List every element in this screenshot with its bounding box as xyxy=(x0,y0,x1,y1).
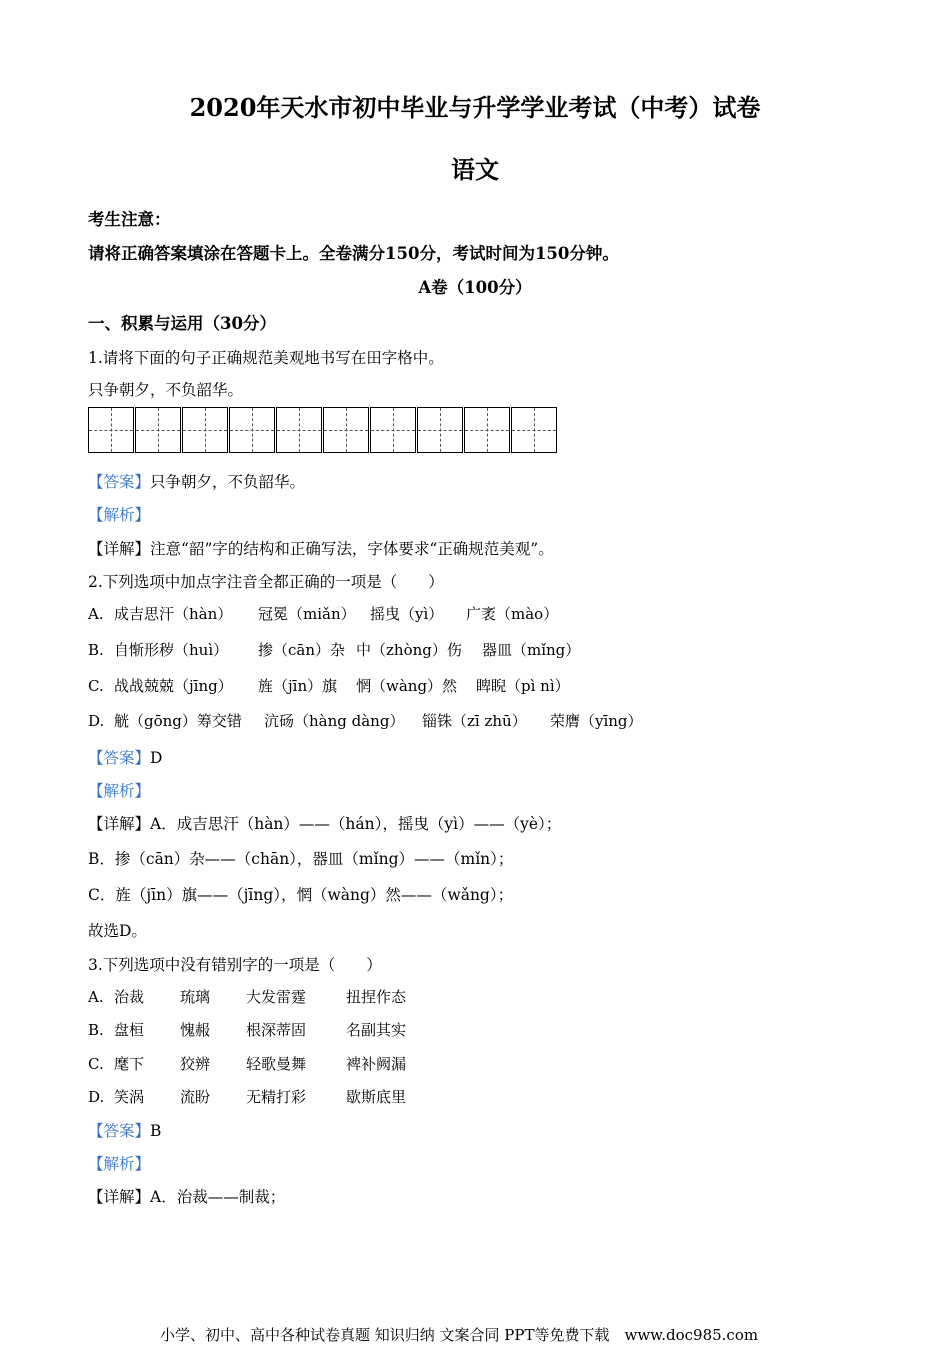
option-item: 愧赧 xyxy=(180,1021,211,1039)
option-item: 睥睨（pì nì） xyxy=(476,677,570,695)
answer-tag: 【答案】 xyxy=(88,473,151,491)
option-letter: D. xyxy=(88,1088,105,1106)
grid-cell xyxy=(276,407,322,453)
option-item: 无精打彩 xyxy=(246,1088,307,1106)
option-item: 荣膺（yīng） xyxy=(550,712,643,730)
option-item: 名副其实 xyxy=(346,1021,407,1039)
grid-cell xyxy=(88,407,134,453)
option-item: 惘（wàng）然 xyxy=(356,677,458,695)
option-item: 裨补阙漏 xyxy=(346,1055,407,1073)
q1-analysis-tag: 【解析】 xyxy=(88,506,151,524)
option-item: 锱铢（zī zhū） xyxy=(422,712,527,730)
q3-detail-1 xyxy=(88,1185,285,1207)
option-letter: C. xyxy=(88,677,104,695)
exam-title: 2020年天水市初中毕业与升学学业考试（中考）试卷 xyxy=(189,93,761,122)
q3-answer xyxy=(88,1119,161,1141)
notice-body: 请将正确答案填涂在答题卡上。全卷满分150分，考试时间为150分钟。 xyxy=(88,244,619,263)
detail-text: 注意“韶”字的结构和正确写法，字体要求“正确规范美观”。 xyxy=(150,540,554,558)
option-item: 流盼 xyxy=(180,1088,211,1106)
option-item: 自惭形秽（huì） xyxy=(114,641,229,659)
option-item: 治裁 xyxy=(114,988,145,1006)
answer-text: D xyxy=(150,749,163,767)
q2-conclusion: 故选D。 xyxy=(88,922,147,940)
q2-option-a xyxy=(88,603,558,624)
option-item: 根深蒂固 xyxy=(246,1021,307,1039)
q1-detail xyxy=(88,537,554,559)
subject-title: 语文 xyxy=(451,155,499,184)
option-item: 旌（jīn）旗 xyxy=(258,677,338,695)
q3-option-c xyxy=(88,1053,406,1074)
page-footer: 小学、初中、高中各种试卷真题 知识归纳 文案合同 PPT等免费下载 www.doc985.com xyxy=(160,1326,759,1344)
grid-cell xyxy=(323,407,369,453)
option-item: 笑涡 xyxy=(114,1088,145,1106)
q2-option-c xyxy=(88,675,570,696)
option-item: 歇斯底里 xyxy=(346,1088,407,1106)
answer-tag: 【答案】 xyxy=(88,1122,151,1140)
option-item: 冠冕（miǎn） xyxy=(258,605,356,623)
option-letter: B. xyxy=(88,641,104,659)
option-item: 觥（gōng）筹交错 xyxy=(114,712,242,730)
answer-tag: 【答案】 xyxy=(88,749,151,767)
q2-option-b xyxy=(88,639,580,660)
detail-tag: 【详解】 xyxy=(88,815,151,833)
option-item: 大发雷霆 xyxy=(246,988,307,1006)
detail-tag: 【详解】 xyxy=(88,540,151,558)
q3-analysis-tag: 【解析】 xyxy=(88,1155,151,1173)
q2-stem: 2.下列选项中加点字注音全都正确的一项是（ ） xyxy=(88,573,444,591)
option-letter: B. xyxy=(88,1021,104,1039)
grid-cell xyxy=(135,407,181,453)
tianzige-grid xyxy=(88,407,558,453)
grid-cell xyxy=(182,407,228,453)
option-item: 器皿（mǐng） xyxy=(482,641,581,659)
option-item: 掺（cān）杂 xyxy=(258,641,346,659)
notice-heading: 考生注意： xyxy=(88,210,171,229)
option-letter: D. xyxy=(88,712,105,730)
paper-a-heading: A卷（100分） xyxy=(418,278,532,297)
grid-cell xyxy=(511,407,557,453)
option-item: 狡辨 xyxy=(180,1055,211,1073)
q1-answer xyxy=(88,470,305,492)
q2-detail-2: B．掺（cān）杂——（chān），器皿（mǐng）——（mǐn）； xyxy=(88,850,514,868)
option-item: 琉璃 xyxy=(180,988,211,1006)
q3-option-b xyxy=(88,1019,406,1040)
q1-stem: 1.请将下面的句子正确规范美观地书写在田字格中。 xyxy=(88,349,444,367)
q2-answer xyxy=(88,746,162,768)
option-item: 沆砀（hàng dàng） xyxy=(264,712,405,730)
detail-text: A．治裁——制裁； xyxy=(150,1188,286,1206)
option-item: 麾下 xyxy=(114,1055,145,1073)
answer-text: B xyxy=(150,1122,162,1140)
q2-detail-3: C．旌（jīn）旗——（jīng），惘（wàng）然——（wǎng）； xyxy=(88,886,514,904)
q3-option-d xyxy=(88,1086,406,1107)
q1-sentence: 只争朝夕，不负韶华。 xyxy=(88,381,244,399)
q2-detail-1 xyxy=(88,812,561,834)
grid-cell xyxy=(417,407,463,453)
section-1-heading: 一、积累与运用（30分） xyxy=(88,314,276,333)
option-item: 扭捏作态 xyxy=(346,988,407,1006)
option-letter: A. xyxy=(88,988,104,1006)
q3-stem: 3.下列选项中没有错别字的一项是（ ） xyxy=(88,956,382,974)
option-item: 摇曳（yì） xyxy=(370,605,444,623)
q2-analysis-tag: 【解析】 xyxy=(88,782,151,800)
grid-cell xyxy=(229,407,275,453)
q3-option-a xyxy=(88,986,406,1007)
option-item: 广袤（mào） xyxy=(466,605,559,623)
detail-text: A．成吉思汗（hàn）——（hán），摇曳（yì）——（yè）； xyxy=(150,815,562,833)
option-item: 成吉思汗（hàn） xyxy=(114,605,233,623)
answer-text: 只争朝夕，不负韶华。 xyxy=(150,473,306,491)
q2-option-d xyxy=(88,710,643,731)
grid-cell xyxy=(370,407,416,453)
option-item: 轻歌曼舞 xyxy=(246,1055,307,1073)
grid-cell xyxy=(464,407,510,453)
option-letter: A. xyxy=(88,605,104,623)
option-item: 战战兢兢（jīng） xyxy=(114,677,233,695)
option-item: 盘桓 xyxy=(114,1021,145,1039)
option-item: 中（zhòng）伤 xyxy=(356,641,462,659)
detail-tag: 【详解】 xyxy=(88,1188,151,1206)
option-letter: C. xyxy=(88,1055,104,1073)
